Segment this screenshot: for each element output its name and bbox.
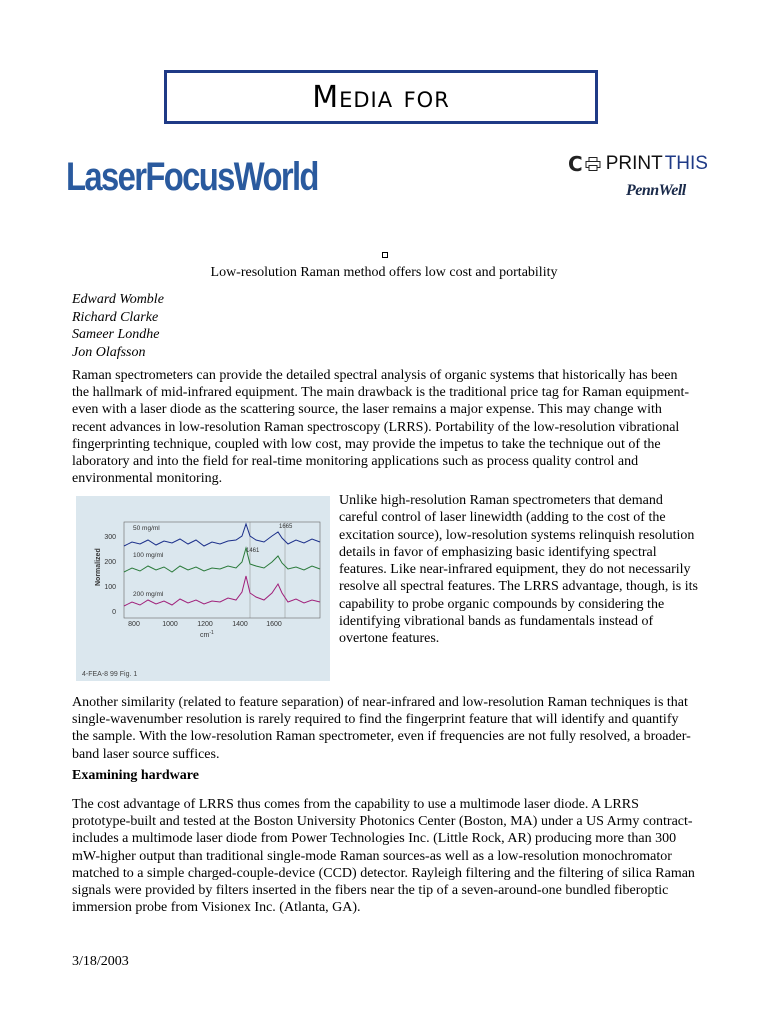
author-name: Edward Womble (72, 292, 164, 307)
y-axis-label: Normalized (95, 548, 102, 586)
banner-title: Media for (312, 79, 450, 115)
copyright-c-icon: C (568, 152, 583, 176)
author-name: Richard Clarke (72, 309, 159, 325)
x-tick-label: 1400 (232, 621, 248, 628)
x-axis-label: $cm^{-1}$ (200, 630, 214, 639)
media-for-banner (164, 70, 598, 124)
similarity-paragraph: Another similarity (related to feature separation) of near-infrared and low-resolution Raman techniques is that single-wavenumber resolution is rarely required to find the fingerprint feature that will identify and quantify the sample. With the low-resolution Raman spectrometer, even if frequencies are not fully resolved, a broader-band laser source suffices. (72, 695, 691, 762)
x-tick-label: 1600 (266, 621, 282, 628)
peak-label: 1665 (279, 524, 293, 530)
laser-focus-world-logo[interactable]: LaserFocusWorld (66, 155, 318, 199)
y-tick-label: 100 (104, 584, 116, 591)
series-label: 50 mg/ml (133, 525, 160, 532)
y-tick-label: 0 (112, 609, 116, 616)
printthis-logo[interactable] (568, 152, 708, 176)
author-list (72, 291, 164, 361)
bullet-marker (382, 252, 388, 258)
figure-caption: 4-FEA-8 99 Fig. 1 (82, 671, 138, 678)
y-tick-label: 300 (104, 534, 116, 541)
intro-paragraph: Raman spectrometers can provide the detailed spectral analysis of organic systems that historically has been the hallmark of mid-infrared equipment. The main drawback is the traditional price tag for Raman equipment-even with a laser diode as the scattering source, the laser remains a major expense. This may change with recent advances in low-resolution Raman spectroscopy (LRRS). Portability of the low-resolution vibrational fingerprinting technique, coupled with low cost, may provide the impetus to take the technique out of the laboratory and into the field for real-time monitoring applications such as process quality control and environmental monitoring. (72, 368, 690, 487)
y-tick-label: 200 (104, 559, 116, 566)
peak-label: 1461 (246, 548, 260, 554)
footer-date: 3/18/2003 (72, 954, 129, 969)
printer-icon (585, 157, 601, 171)
x-tick-label: 800 (128, 621, 140, 628)
hardware-paragraph: The cost advantage of LRRS thus comes from the capability to use a multimode laser diode. A LRRS prototype-built and tested at the Boston University Photonics Center (Boston, MA) under a US Army contract-includes a multimode laser diode from Power Technologies Inc. (Little Rock, AR) producing more than 300 mW-higher output than traditional single-mode Raman sources-as well as a low-resolution monochromator matched to a simple charged-couple-device (CCD) detector. Rayleigh filtering and the filtering of silica Raman signals were provided by filters inserted in the fibers near the tip of a seven-around-one bundled fiberoptic immersion probe from Visionex Inc. (Atlanta, GA). (72, 797, 695, 916)
figure-side-paragraph: Unlike high-resolution Raman spectrometers that demand careful control of laser linewidth (adding to the cost of the excitation source), low-resolution systems relinquish resolution details in favor of emphasizing basic identifying spectral features. Like near-infrared equipment, they do not necessarily resolve all spectral features. The LRRS advantage, though, is its capability to probe organic compounds by considering the identifying vibrational bands as fundamentals instead of overtone features. (339, 493, 698, 647)
author-name: Sameer Londhe (72, 327, 160, 342)
printthis-this-text: THIS (664, 153, 708, 174)
author-name: Jon Olafsson (72, 344, 146, 360)
raman-spectra-figure (76, 496, 330, 681)
section-heading: Examining hardware (72, 768, 199, 783)
series-label: 200 mg/ml (133, 591, 164, 598)
spectra-plot (76, 496, 330, 681)
series-label: 100 mg/ml (133, 552, 164, 559)
x-tick-label: 1000 (162, 621, 178, 628)
x-tick-label: 1200 (197, 621, 213, 628)
pennwell-logo[interactable]: PennWell (626, 182, 686, 199)
printthis-print-text: PRINT (605, 153, 663, 174)
article-headline: Low-resolution Raman method offers low cost and portability (210, 265, 558, 280)
